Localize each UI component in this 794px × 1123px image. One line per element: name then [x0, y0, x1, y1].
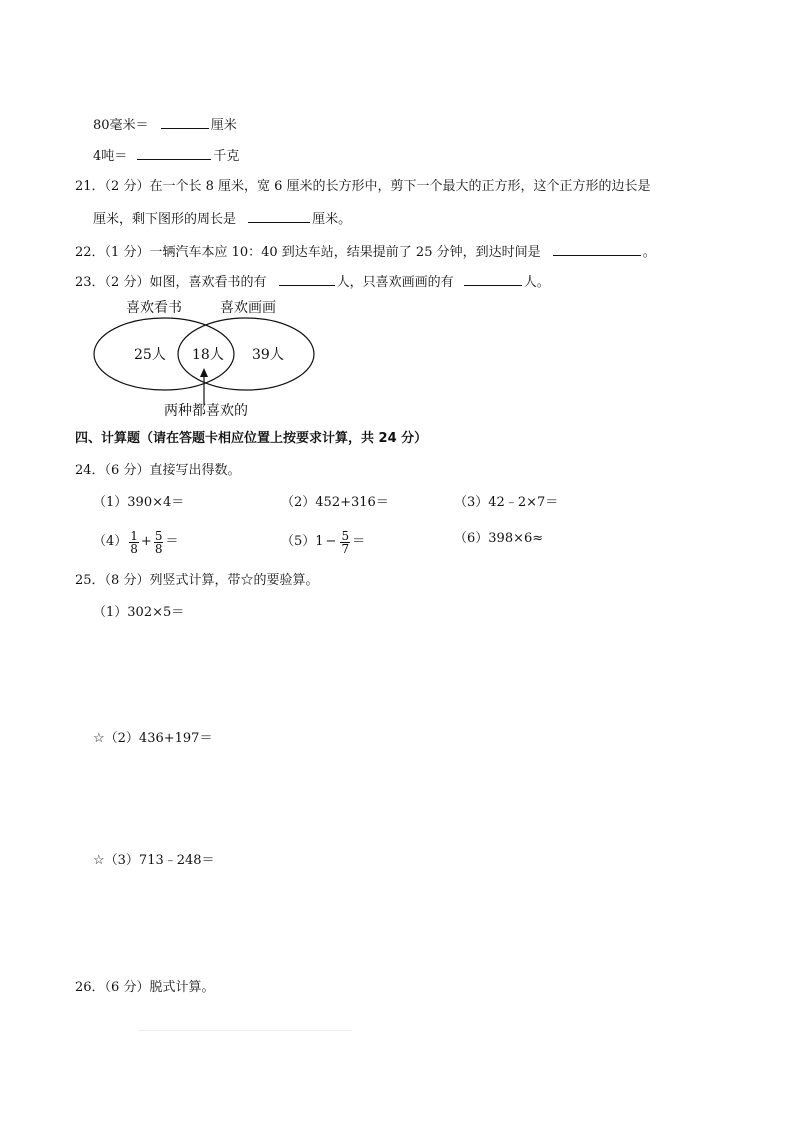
question-22-text: 22．（1 分）一辆汽车本应 10：40 到达车站，结果提前了 25 分钟，到达时间是 — [75, 245, 541, 260]
conversion-t-kg — [93, 147, 239, 166]
period-text: 。 — [642, 245, 656, 260]
question-26-title: 26．（6 分）脱式计算。 — [75, 980, 215, 995]
fraction-one-eighth: $\frac{1}{8}$ — [130, 528, 138, 556]
q24-part5-label: （5）1 — [281, 534, 324, 549]
venn-arrow-head — [200, 368, 208, 377]
fraction-five-eighths: $\frac{5}{8}$ — [154, 528, 163, 556]
q24-part3: （3）42﹣2×7＝ — [454, 495, 559, 510]
unit-text: 千克 — [213, 149, 240, 164]
question-23-text: 23．（2 分）如图，喜欢看书的有 — [75, 275, 267, 290]
minus-sign: − — [325, 534, 337, 549]
q25-part2: ☆（2）436+197＝ — [93, 731, 213, 746]
answer-blank[interactable] — [553, 243, 641, 256]
venn-count-both: 18人 — [192, 347, 224, 363]
q24-part4 — [93, 527, 178, 558]
q24-part5 — [281, 527, 365, 558]
venn-count-reading-only: 25人 — [134, 347, 166, 363]
q25-part1: （1）302×5＝ — [93, 605, 185, 620]
answer-blank[interactable] — [248, 210, 310, 223]
answer-blank[interactable] — [279, 273, 335, 286]
unit-text: 厘米 — [210, 118, 237, 133]
question-21-line2 — [93, 210, 351, 229]
equals-sign: ＝ — [352, 534, 366, 549]
conversion-mm-cm — [93, 116, 237, 135]
answer-blank[interactable] — [137, 147, 211, 160]
venn-label-reading: 喜欢看书 — [126, 300, 182, 316]
q24-part6: （6）398×6≈ — [454, 531, 544, 546]
faint-divider — [138, 1030, 352, 1031]
q24-part1: （1）390×4＝ — [93, 495, 185, 510]
question-24-title: 24．（6 分）直接写出得数。 — [75, 463, 241, 478]
venn-count-drawing-only: 39人 — [252, 347, 284, 363]
fraction-five-sevenths: $\frac{5}{7}$ — [341, 528, 350, 556]
question-21-line1: 21．（2 分）在一个长 8 厘米，宽 6 厘米的长方形中，剪下一个最大的正方形，这个正方形的边长是 — [75, 179, 651, 194]
venn-label-drawing: 喜欢画画 — [220, 300, 276, 316]
section-4-title: 四、计算题（请在答题卡相应位置上按要求计算，共 24 分） — [75, 431, 428, 446]
q24-part2: （2）452+316＝ — [281, 495, 389, 510]
q24-part4-label: （4） — [93, 534, 128, 549]
question-23 — [75, 273, 550, 292]
plus-sign: + — [140, 534, 152, 549]
conversion-mm-text: 80毫米＝ — [93, 118, 149, 133]
equals-sign: ＝ — [165, 534, 179, 549]
question-23-mid: 人，只喜欢画画的有 — [336, 275, 454, 290]
q25-part3: ☆（3）713﹣248＝ — [93, 853, 215, 868]
venn-caption: 两种都喜欢的 — [164, 403, 248, 419]
conversion-t-text: 4吨＝ — [93, 149, 128, 164]
question-25-title: 25．（8 分）列竖式计算，带☆的要验算。 — [75, 573, 319, 588]
question-21-text: 厘米，剩下图形的周长是 — [93, 212, 237, 227]
answer-blank[interactable] — [161, 116, 209, 129]
question-22 — [75, 243, 656, 262]
answer-blank[interactable] — [464, 273, 522, 286]
unit-text: 人。 — [523, 275, 550, 290]
unit-text: 厘米。 — [312, 212, 352, 227]
